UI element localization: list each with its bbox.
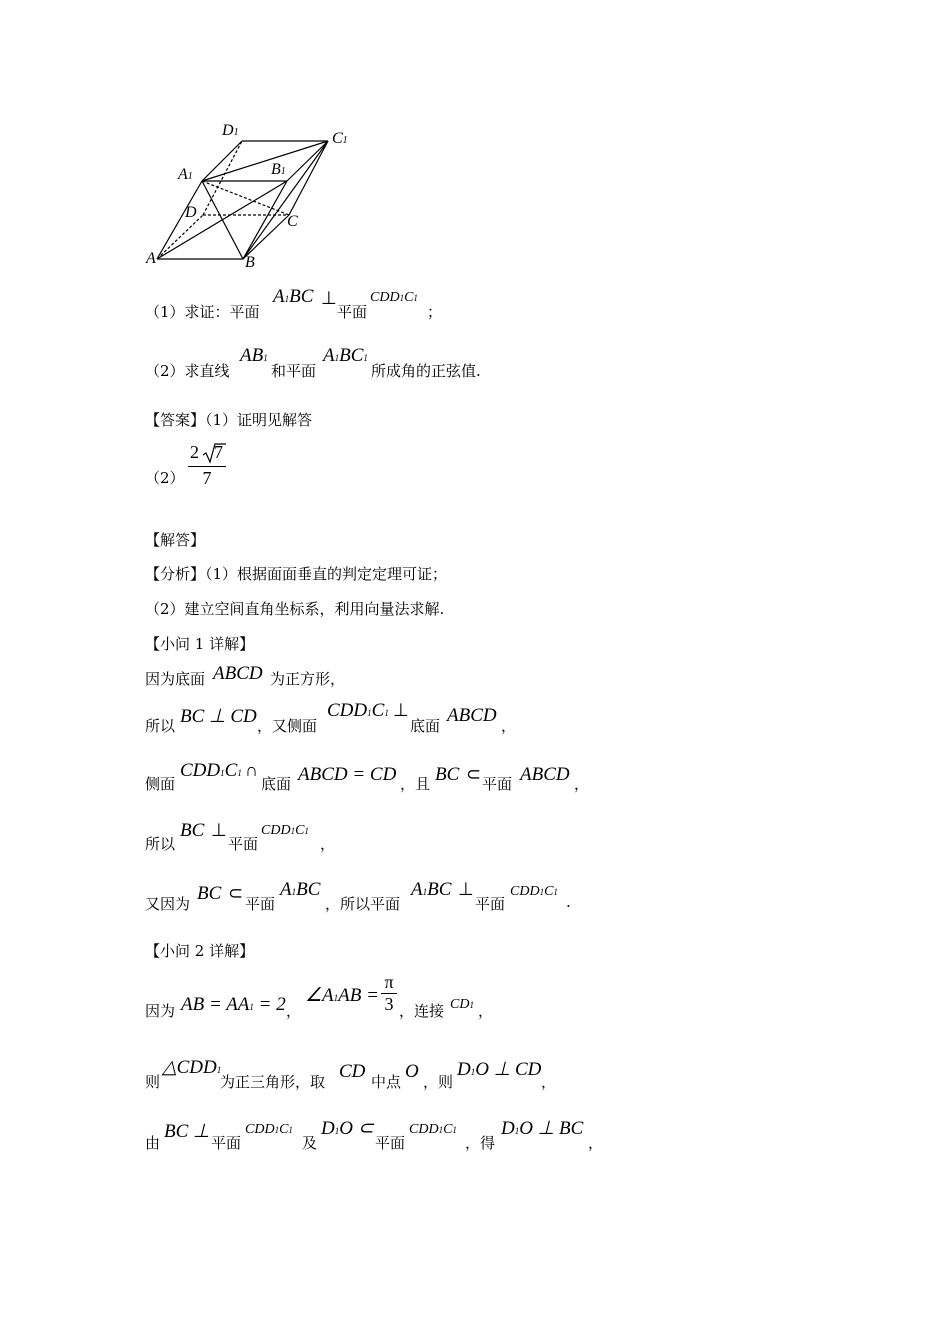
- s3-t4: 平面: [482, 775, 513, 793]
- edge-BC: [243, 215, 289, 259]
- s3-m4: BC: [435, 764, 460, 785]
- solution-header: 【解答】: [145, 531, 206, 549]
- s7-t1: 则: [145, 1073, 161, 1091]
- s8-t4: 平面: [375, 1134, 406, 1152]
- q1-mid: 平面: [337, 303, 368, 321]
- s4-plane: CDD1C1: [261, 823, 309, 838]
- s6-t4: ，: [478, 1002, 494, 1020]
- answer-2: [145, 440, 265, 496]
- s8-d1o-bc: D1O ⊥ BC: [501, 1118, 584, 1139]
- s5-t2: 平面: [245, 895, 276, 913]
- s2-t4: ，: [501, 717, 517, 735]
- q2-end: 所成角的正弦值.: [371, 362, 481, 380]
- sub2-header: 【小问 2 详解】: [145, 942, 255, 960]
- s5-m1: BC: [197, 883, 222, 904]
- s5-t3: ，所以平面: [325, 895, 401, 913]
- s3-op2: ⊂: [466, 764, 482, 784]
- s7-t4: ，则: [423, 1073, 454, 1091]
- s4-t1: 所以: [145, 835, 176, 853]
- s7-d1o: D1O ⊥ CD: [457, 1059, 542, 1080]
- s7-t2: 为正三角形，取: [220, 1073, 326, 1091]
- s7-m3: O: [405, 1061, 419, 1082]
- s4-t2: 平面: [228, 835, 259, 853]
- label-C1: C1: [332, 130, 348, 147]
- s8-m1: BC ⊥: [164, 1121, 210, 1142]
- q1-plane-cdd1c1: CDD1C1: [370, 290, 418, 305]
- q2-plane-a1bc1: A1BC1: [323, 345, 368, 366]
- s8-plane2: CDD1C1: [409, 1122, 457, 1137]
- s2-op: ⊥: [393, 700, 409, 720]
- s3-t3: ，且: [400, 775, 431, 793]
- diag-A1C1: [202, 141, 328, 181]
- answer-header: 【答案】（1）证明见解答: [145, 411, 313, 429]
- edge-BB1: [243, 181, 287, 259]
- s8-plane1: CDD1C1: [245, 1122, 293, 1137]
- q1-perp: ⊥: [321, 288, 337, 308]
- s5-t1: 又因为: [145, 895, 191, 913]
- analysis-line-2: （2）建立空间直角坐标系，利用向量法求解.: [145, 600, 445, 618]
- s6-eq1: AB = AA1 = 2: [181, 994, 286, 1015]
- s5-plane2: A1BC: [411, 879, 452, 900]
- s6-cd1: CD1: [450, 997, 474, 1012]
- q1-prefix: （1）求证：平面: [145, 303, 260, 321]
- s6-t2: ，: [286, 1002, 302, 1020]
- s8-t5: ，得: [465, 1134, 496, 1152]
- s5-plane3: CDD1C1: [510, 884, 558, 899]
- s7-t3: 中点: [371, 1073, 402, 1091]
- s5-t4: 平面: [475, 895, 506, 913]
- label-B1: B1: [271, 161, 286, 178]
- diag-AB1: [157, 181, 287, 259]
- q2-mid: 和平面: [271, 362, 317, 380]
- s2-plane: CDD1C1: [327, 700, 389, 721]
- s3-plane: CDD1C1: [180, 760, 242, 781]
- s3-t5: ，: [574, 775, 590, 793]
- q2-prefix: （2）求直线: [145, 362, 230, 380]
- s6-den: 3: [384, 994, 394, 1014]
- s6-t1: 因为: [145, 1002, 176, 1020]
- s3-op: ∩: [245, 760, 258, 780]
- s2-t2: ，又侧面: [257, 717, 318, 735]
- fraction-denominator: 7: [202, 468, 212, 488]
- s3-t2: 底面: [261, 775, 292, 793]
- s7-t5: ，: [541, 1073, 557, 1091]
- s1-t1: 因为底面: [145, 670, 206, 688]
- label-D1: D1: [222, 122, 239, 139]
- numerator-radicand: 7: [214, 442, 223, 462]
- fraction-numerator: [188, 442, 228, 464]
- s1-t2: 为正方形，: [270, 670, 346, 688]
- hidden-A1C: [202, 181, 289, 215]
- s8-t2: 平面: [211, 1134, 242, 1152]
- s3-m5: ABCD: [520, 764, 570, 785]
- answer-fraction: [188, 442, 228, 489]
- s5-plane1: A1BC: [280, 879, 321, 900]
- q2-line-ab1: AB1: [240, 345, 268, 366]
- s6-fraction: [381, 972, 397, 1015]
- s2-m4: ABCD: [447, 705, 497, 726]
- s2-m1: BC ⊥ CD: [180, 706, 257, 727]
- parallelepiped-figure: [140, 118, 360, 278]
- s4-op: ⊥: [211, 820, 227, 840]
- s8-t3: 及: [302, 1134, 318, 1152]
- hidden-DD1: [203, 141, 242, 215]
- label-A1: A1: [178, 166, 193, 183]
- analysis-line-1: 【分析】（1）根据面面垂直的判定定理可证；: [145, 565, 448, 583]
- s8-t6: ，: [588, 1134, 604, 1152]
- s5-op: ⊂: [228, 883, 244, 903]
- s2-t1: 所以: [145, 717, 176, 735]
- q1-plane-a1bc: A1BC: [273, 286, 314, 307]
- label-C: C: [287, 213, 298, 230]
- s8-d1o: D1O ⊂: [321, 1118, 374, 1139]
- q1-end: ；: [427, 303, 443, 321]
- label-D: D: [185, 204, 197, 221]
- s6-num: π: [384, 972, 394, 992]
- s2-t3: 底面: [410, 717, 441, 735]
- label-A: A: [146, 250, 156, 267]
- s6-t3: ，连接: [399, 1002, 445, 1020]
- s7-triangle: △CDD1: [162, 1057, 222, 1078]
- s3-t1: 侧面: [145, 775, 176, 793]
- label-B: B: [245, 254, 255, 271]
- s5-op2: ⊥: [458, 879, 474, 899]
- s4-m1: BC: [180, 820, 205, 841]
- s7-m2: CD: [339, 1061, 366, 1082]
- numerator-coef: 2: [190, 442, 199, 462]
- s3-m3: ABCD = CD: [298, 764, 397, 785]
- s1-m1: ABCD: [213, 663, 263, 684]
- answer-2-prefix: （2）: [145, 469, 185, 487]
- s6-angle: ∠A1AB =: [305, 985, 379, 1006]
- s4-t3: ，: [320, 835, 336, 853]
- sub1-header: 【小问 1 详解】: [145, 635, 255, 653]
- s5-t5: .: [566, 893, 571, 911]
- s8-t1: 由: [145, 1134, 161, 1152]
